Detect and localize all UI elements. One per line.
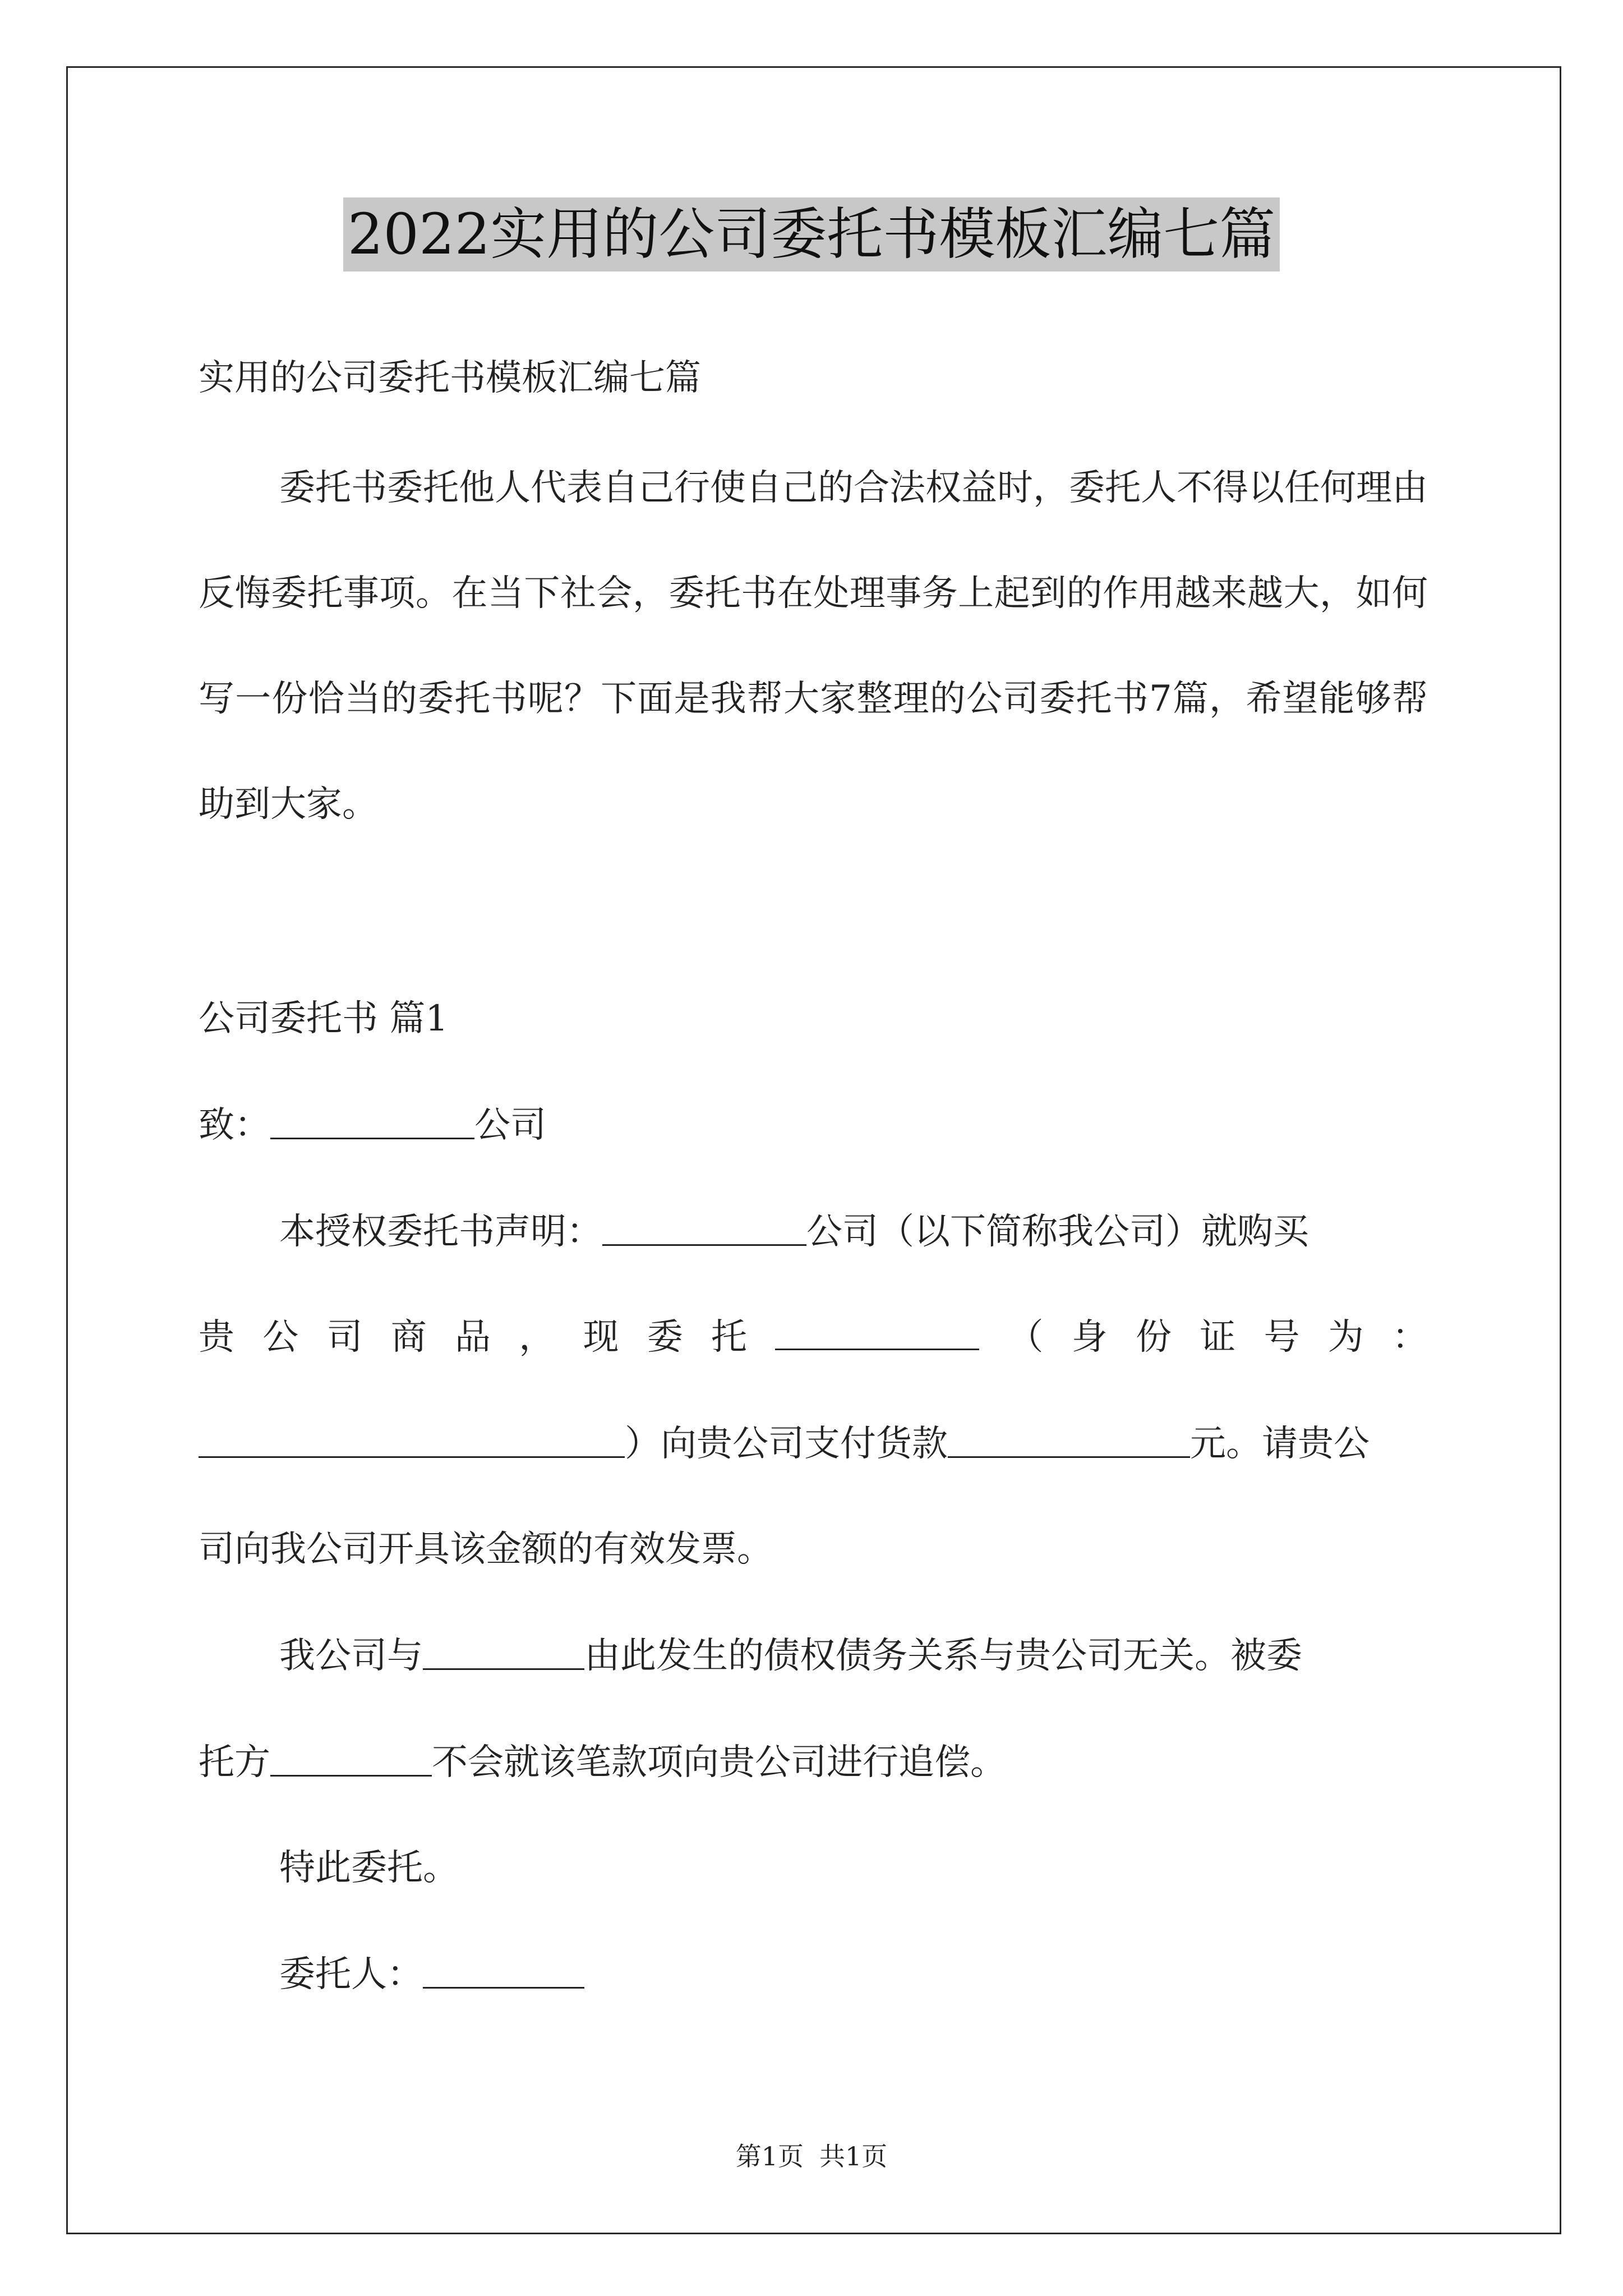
- party-blank: [423, 1635, 584, 1670]
- char: 司: [326, 1317, 363, 1358]
- char: 商: [390, 1317, 427, 1358]
- payment-text-a: ）向贵公司支付货款: [625, 1423, 948, 1465]
- addressee-prefix: 致：: [199, 1105, 270, 1146]
- recourse-text-a: 托方: [199, 1742, 270, 1783]
- liability-text-a: 我公司与: [279, 1635, 423, 1677]
- liability-line: [279, 1634, 1302, 1678]
- title-container: [0, 197, 1623, 272]
- principal-label: 委托人：: [279, 1954, 423, 1995]
- subtitle: 实用的公司委托书模板汇编七篇: [199, 357, 701, 399]
- liability-text-b: 由此发生的债权债务关系与贵公司无关。被委: [584, 1635, 1302, 1677]
- page-footer: [0, 2136, 1623, 2173]
- char: （: [1007, 1317, 1044, 1358]
- principal-line: [279, 1952, 584, 1997]
- id-number-blank: [199, 1423, 625, 1458]
- char: 公: [262, 1317, 299, 1358]
- page-total: 共1页: [819, 2141, 888, 2171]
- char: ：: [1392, 1317, 1428, 1358]
- declaration-text-a: 本授权委托书声明：: [279, 1211, 602, 1253]
- delegate-name-blank: [775, 1315, 979, 1350]
- payment-line: [199, 1421, 1370, 1466]
- declaration-text-b: 公司（以下简称我公司）就购买: [806, 1211, 1309, 1253]
- char: 为: [1327, 1317, 1364, 1358]
- char: 现: [583, 1317, 619, 1358]
- delegate-party-blank: [270, 1741, 432, 1777]
- payment-text-b: 元。请贵公: [1190, 1423, 1370, 1465]
- invoice-line: 司向我公司开具该金额的有效发票。: [199, 1529, 773, 1570]
- char: 品: [455, 1317, 491, 1358]
- char: 份: [1136, 1317, 1172, 1358]
- declarer-company-blank: [602, 1211, 806, 1246]
- section-heading: 公司委托书 篇1: [199, 998, 449, 1039]
- char: 号: [1264, 1317, 1300, 1358]
- addressee-suffix: 公司: [474, 1105, 546, 1146]
- company-name-blank: [270, 1104, 474, 1139]
- delegate-line: [199, 1315, 1428, 1360]
- intro-paragraph: 委托书委托他人代表自己行使自己的合法权益时，委托人不得以任何理由反悔委托事项。在当下社会，委托书在处理事务上起到的作用越来越大，如何写一份恰当的委托书呢？下面是我帮大家整理的公司委托书7篇，希望能够帮助到大家。: [199, 467, 1428, 825]
- addressee-line: [199, 1103, 546, 1148]
- char: ，: [519, 1317, 555, 1358]
- char: 托: [711, 1317, 747, 1358]
- principal-blank: [423, 1953, 584, 1989]
- char: 证: [1200, 1317, 1236, 1358]
- recourse-text-b: 不会就该笔款项向贵公司进行追偿。: [432, 1742, 1006, 1783]
- document-title: 2022实用的公司委托书模板汇编七篇: [343, 197, 1280, 272]
- recourse-line: [199, 1740, 1006, 1785]
- closing-line: 特此委托。: [279, 1847, 459, 1889]
- char: 贵: [199, 1317, 234, 1358]
- page-number: 第1页: [735, 2141, 804, 2171]
- declaration-line: [279, 1209, 1309, 1254]
- amount-blank: [948, 1423, 1190, 1458]
- char: 委: [647, 1317, 683, 1358]
- char: 身: [1071, 1317, 1108, 1358]
